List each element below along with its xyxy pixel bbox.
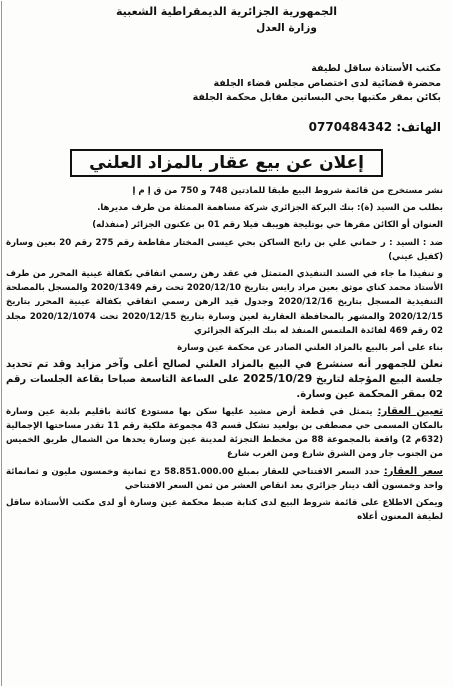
office-address: بكائن بمقر مكتبها بحي البساتين مقابل محكمة الجلفة [192, 92, 441, 103]
auction-place: على الساعة التاسعة صباحا بقاعة الجلسات رقم 02 بمقر المحكمة عين وسارة. [6, 374, 443, 400]
paragraph-address: العنوان أو الكائن مقرها حي بوتليجة هويبف فيلا رقم 01 بن عكنون الجزائر (منفذله) [92, 220, 443, 231]
phone-line [309, 120, 441, 134]
ministry-name: وزارة العدل [256, 22, 317, 34]
price-description: حدد السعر الافتتاحي للعقار بمبلغ 58.851.000.00 دج ثمانية وخمسون مليون و ثمانمائة واحد وخمسون ألف دينار جزائري بعد انقاص العشر من ثمن السعر الافتتاحي [6, 466, 443, 491]
paragraph-intro: نشر مستخرج من قائمة شروط البيع طبقا للمادتين 748 و 750 من ق إ م إ [132, 186, 443, 196]
office-name: مكتب الأستاذة ساقل لطيفة [311, 63, 441, 74]
auction-announcement: نعلن للجمهور أنه سنشرع في البيع بالمزاد العلني لصالح أعلى وآخر مزايد وقد تم تحديد جلسة البيع المؤجلة لتاريخ [6, 359, 443, 386]
price-label: سعر العقار: [383, 465, 443, 477]
notice-title: إعلان عن بيع عقار بالمزاد العلني [70, 149, 383, 177]
paragraph-price [6, 465, 443, 493]
phone-label: الهاتف: [396, 120, 441, 134]
paragraph-applicant: بطلب من السيد (ة): بنك البركة الجزائري شركة مساهمة الممثلة من طرف مديرها. [97, 203, 443, 214]
notice-body [6, 184, 443, 527]
paragraph-court-order: بناء على أمر بالبيع بالمزاد العلني الصادر عن محكمة عين وسارة [177, 343, 443, 354]
phone-number: 0770484342 [308, 120, 393, 134]
paragraph-property [6, 405, 443, 462]
header [0, 4, 453, 36]
paragraph-auction-date [6, 358, 443, 402]
property-label: تعيين العقار: [377, 405, 443, 417]
auction-date: 2025/10/29 [242, 372, 313, 386]
republic-name: الجمهورية الجزائرية الديمقراطية الشعبية [116, 5, 337, 18]
property-description: يتمثل في قطعة أرض مشيد عليها سكن بها مستودع كائنة باقليم بلدية عين وسارة بالمكان المسمى حي مصطفى بن بولعيد تشكل قسم 43 مجموعة ملكية رقم 11 تقدر مساحتها الإجمالية (632م 2) واقعة بالمجموعة 88 من مخطط التجزئة لمدينة عين وسارة يحدها من الشمال طريق الخميس من الجنوب جار ومن الشرق شارع ومن الغرب شارع [6, 406, 444, 460]
paragraph-debtor: ضد : السيد : ر حماني علي بن رابح الساكن بحي عيسى المختار مقاطعة رقم 275 رقم 20 بعين وسارة (كفيل عيني) [6, 237, 443, 262]
office-block [151, 62, 441, 106]
office-role: محضرة قضائية لدى اختصاص مجلس قضاء الجلفة [213, 77, 441, 89]
paragraph-consultation: ويمكن الاطلاع على قائمة شروط البيع لدى كتابة ضبط محكمة عين وسارة أو لدى مكتب الأستاذة ساقل لطيفة المعنون أعلاه [6, 498, 443, 523]
paragraph-title-deed: و تنفيذا ما جاء في السند التنفيذي المتمثل في عقد رهن رسمي اتفاقي بكفالة عينية المحرر من طرف الأستاذ محمد كناي موثق بعين مراد رايس بتاريخ 2020/12/10 تحت رقم 2020/1349 والمسجل بالمصلحة التنفيذية المسجل بتاريخ 2020/12/16 وجدول قيد الرهن رسمي اتفاقي بكفالة عينية المحرر بتاريخ 2020/12/15 والمشهر بالمحافظة العقارية لعين وسارة بتاريخ 2020/12/15 تحت 2020/12/1074 مجلد 02 رقم 469 لفائدة الملتمس المنفذ له بنك البركة الجزائري [6, 269, 443, 336]
